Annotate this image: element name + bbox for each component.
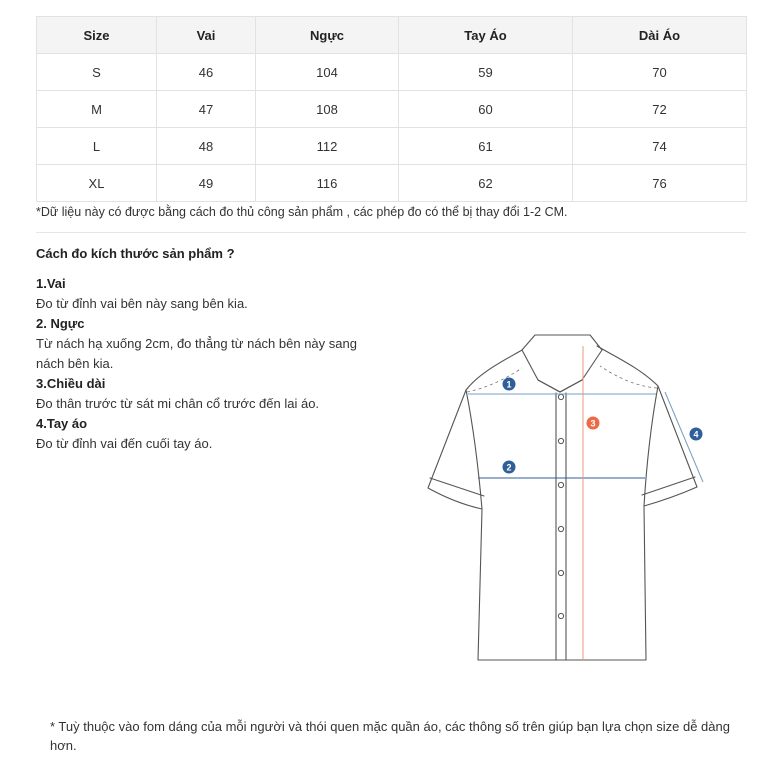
- cell-dai-ao: 72: [573, 91, 747, 128]
- shirt-collar-inner: [538, 380, 582, 392]
- table-row: [37, 128, 747, 165]
- how-to-measure-title: Cách đo kích thước sản phẩm ?: [36, 246, 235, 261]
- shirt-button: [558, 613, 563, 618]
- cell-dai-ao: 70: [573, 54, 747, 91]
- header-nguc: Ngực: [256, 17, 399, 54]
- section-divider: [36, 232, 746, 233]
- cell-nguc: 108: [256, 91, 399, 128]
- shirt-button: [558, 570, 563, 575]
- instruction-text-chest: Từ nách hạ xuống 2cm, đo thẳng từ nách bên này sang nách bên kia.: [36, 336, 357, 371]
- table-header-row: [37, 17, 747, 54]
- marker-2-label: 2: [506, 462, 512, 473]
- instruction-text-shoulder: Đo từ đỉnh vai bên này sang bên kia.: [36, 296, 248, 311]
- shirt-button: [558, 482, 563, 487]
- marker-3-label: 3: [590, 418, 596, 429]
- instruction-heading-length: 3.Chiều dài: [36, 376, 106, 391]
- cell-size: L: [37, 128, 157, 165]
- cell-tay-ao: 61: [399, 128, 573, 165]
- cell-size: M: [37, 91, 157, 128]
- instruction-heading-sleeve: 4.Tay áo: [36, 416, 88, 431]
- right-sleeve-hem: [642, 477, 695, 495]
- shirt-button: [558, 526, 563, 531]
- cell-vai: 47: [157, 91, 256, 128]
- measurement-disclaimer: *Dữ liệu này có được bằng cách đo thủ công sản phẩm , các phép đo có thể bị thay đổi 1-2 CM.: [36, 205, 568, 219]
- table-row: [37, 165, 747, 202]
- cell-size: XL: [37, 165, 157, 202]
- cell-dai-ao: 74: [573, 128, 747, 165]
- instruction-text-sleeve: Đo từ đỉnh vai đến cuối tay áo.: [36, 436, 213, 451]
- header-dai-ao: Dài Áo: [573, 17, 747, 54]
- fit-advice-note: * Tuỳ thuộc vào fom dáng của mỗi người và thói quen mặc quần áo, các thông số trên giúp bạn lựa chọn size dễ dàng hơn.: [50, 719, 730, 753]
- table-row: [37, 54, 747, 91]
- size-table: [36, 16, 747, 202]
- instruction-heading-chest: 2. Ngực: [36, 316, 85, 331]
- cell-nguc: 112: [256, 128, 399, 165]
- cell-size: S: [37, 54, 157, 91]
- cell-nguc: 116: [256, 165, 399, 202]
- cell-vai: 48: [157, 128, 256, 165]
- header-tay-ao: Tay Áo: [399, 17, 573, 54]
- marker-4-label: 4: [693, 429, 699, 440]
- shirt-button: [558, 438, 563, 443]
- cell-vai: 46: [157, 54, 256, 91]
- instruction-heading-shoulder: 1.Vai: [36, 276, 66, 291]
- header-size: Size: [37, 17, 157, 54]
- shirt-measurement-diagram: [420, 325, 720, 670]
- shirt-collar-outline: [522, 335, 602, 392]
- cell-dai-ao: 76: [573, 165, 747, 202]
- measurement-instructions: [36, 274, 386, 454]
- shirt-button: [558, 394, 563, 399]
- marker-1-label: 1: [506, 379, 512, 390]
- cell-vai: 49: [157, 165, 256, 202]
- right-armhole-seam: [644, 386, 658, 506]
- cell-tay-ao: 60: [399, 91, 573, 128]
- cell-tay-ao: 62: [399, 165, 573, 202]
- header-vai: Vai: [157, 17, 256, 54]
- cell-nguc: 104: [256, 54, 399, 91]
- instruction-text-length: Đo thân trước từ sát mi chân cổ trước đến lai áo.: [36, 396, 320, 411]
- table-row: [37, 91, 747, 128]
- cell-tay-ao: 59: [399, 54, 573, 91]
